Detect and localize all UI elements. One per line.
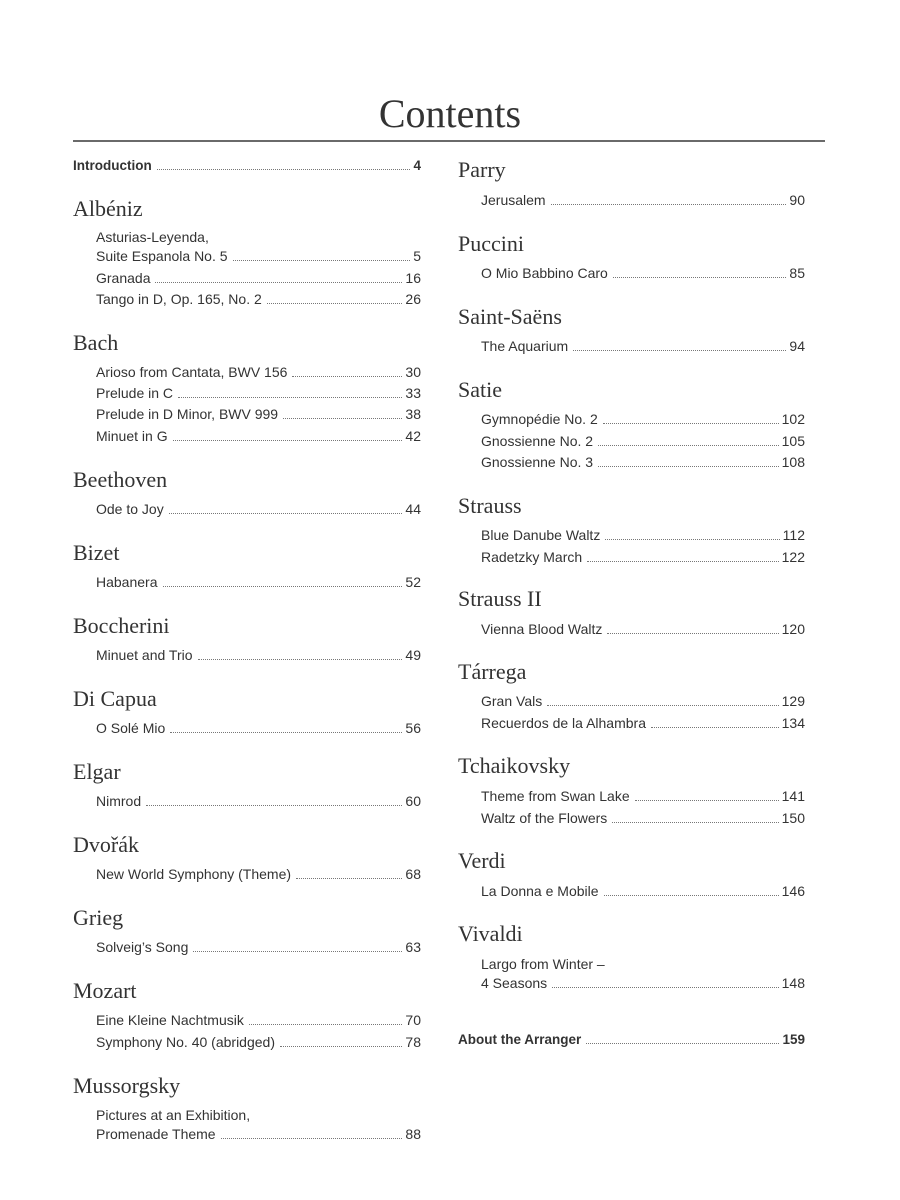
composer-heading-tchaikovsky: Tchaikovsky: [458, 753, 571, 778]
page-title: Contents: [378, 91, 522, 136]
toc-entry: [458, 620, 805, 638]
entry-title: Vienna Blood Waltz: [481, 621, 603, 637]
toc-entry: [73, 573, 421, 591]
entry-title: Ode to Joy: [96, 501, 164, 517]
page-number: 94: [789, 338, 805, 354]
entry-title: Eine Kleine Nachtmusik: [96, 1012, 244, 1028]
page-number: 38: [405, 406, 421, 422]
entry-title: O Mio Babbino Caro: [481, 265, 608, 281]
entry-title: Minuet and Trio: [96, 647, 193, 663]
toc-entry: [458, 191, 805, 209]
page-number: 60: [405, 793, 421, 809]
composer-heading-strauss-ii: Strauss II: [458, 586, 542, 611]
page-number: 33: [405, 385, 421, 401]
dot-leader: [551, 204, 787, 205]
composer-heading-dvorak: Dvořák: [73, 832, 139, 857]
page-number: 148: [781, 975, 805, 991]
toc-entry: [73, 792, 421, 810]
dot-leader: [249, 1024, 403, 1025]
dot-leader: [586, 1043, 779, 1044]
composer-heading-bach: Bach: [73, 330, 119, 355]
dot-leader: [612, 822, 778, 823]
composer-heading-grieg: Grieg: [73, 905, 124, 930]
entry-title: Gnossienne No. 3: [481, 454, 594, 470]
dot-leader: [267, 303, 403, 304]
entry-title: About the Arranger: [458, 1032, 582, 1047]
toc-entry: [458, 548, 805, 566]
dot-leader: [292, 376, 402, 377]
dot-leader: [573, 350, 786, 351]
page-number: 49: [405, 647, 421, 663]
entry-title-line: Asturias-Leyenda,: [96, 229, 209, 245]
dot-leader: [598, 445, 779, 446]
entry-title: New World Symphony (Theme): [96, 866, 292, 882]
toc-entry: [73, 1011, 421, 1029]
page-number: 56: [405, 720, 421, 736]
entry-title: Gran Vals: [481, 693, 543, 709]
dot-leader: [163, 586, 403, 587]
entry-title: Theme from Swan Lake: [481, 788, 630, 804]
page-number: 112: [782, 527, 805, 543]
entry-title: The Aquarium: [481, 338, 569, 354]
composer-heading-albeniz: Albéniz: [73, 196, 143, 221]
dot-leader: [170, 732, 402, 733]
entry-title: Arioso from Cantata, BWV 156: [96, 364, 288, 380]
composer-heading-mussorgsky: Mussorgsky: [73, 1073, 181, 1098]
toc-entry: [73, 865, 421, 883]
entry-title: Nimrod: [96, 793, 142, 809]
page-number: 78: [405, 1034, 421, 1050]
composer-heading-beethoven: Beethoven: [73, 467, 168, 492]
dot-leader: [157, 169, 411, 170]
page-number: 63: [405, 939, 421, 955]
toc-entry: [73, 363, 421, 381]
dot-leader: [605, 539, 779, 540]
toc-entry: [73, 646, 421, 664]
dot-leader: [651, 727, 779, 728]
dot-leader: [155, 282, 402, 283]
entry-title: Gymnopédie No. 2: [481, 411, 598, 427]
dot-leader: [607, 633, 778, 634]
entry-title: Gnossienne No. 2: [481, 433, 594, 449]
toc-entry: [458, 714, 805, 732]
dot-leader: [598, 466, 779, 467]
dot-leader: [280, 1046, 402, 1047]
page-number: 90: [789, 192, 805, 208]
composer-heading-di-capua: Di Capua: [73, 686, 157, 711]
dot-leader: [603, 423, 779, 424]
entry-title-line: Largo from Winter –: [481, 956, 605, 972]
composer-heading-satie: Satie: [458, 377, 502, 402]
toc-entry: [73, 719, 421, 737]
toc-entry: [73, 1033, 421, 1051]
section-entry: [458, 1031, 805, 1049]
toc-entry: [73, 500, 421, 518]
composer-heading-verdi: Verdi: [458, 848, 506, 873]
entry-title: Tango in D, Op. 165, No. 2: [96, 291, 262, 307]
page-number: 141: [781, 788, 805, 804]
toc-entry: [458, 432, 805, 450]
composer-heading-saint-saens: Saint-Saëns: [458, 304, 562, 329]
dot-leader: [296, 878, 402, 879]
toc-entry: [73, 938, 421, 956]
section-entry: [73, 157, 421, 175]
page-number: 134: [781, 715, 805, 731]
entry-title: Granada: [96, 270, 151, 286]
toc-entry: [458, 787, 805, 805]
dot-leader: [193, 951, 402, 952]
composer-heading-mozart: Mozart: [73, 978, 137, 1003]
composer-heading-strauss: Strauss: [458, 493, 522, 518]
composer-heading-vivaldi: Vivaldi: [458, 921, 523, 946]
page-number: 30: [405, 364, 421, 380]
entry-title: Habanera: [96, 574, 158, 590]
entry-title: Blue Danube Waltz: [481, 527, 601, 543]
composer-heading-parry: Parry: [458, 157, 506, 182]
dot-leader: [198, 659, 403, 660]
dot-leader: [173, 440, 403, 441]
entry-title: Prelude in C: [96, 385, 174, 401]
page-number: 108: [781, 454, 805, 470]
entry-title: Jerusalem: [481, 192, 546, 208]
page-number: 16: [405, 270, 421, 286]
page-number: 150: [781, 810, 805, 826]
toc-entry: [458, 882, 805, 900]
dot-leader: [613, 277, 787, 278]
page-number: 4: [413, 158, 421, 173]
entry-title: Introduction: [73, 158, 152, 173]
toc-entry: [73, 269, 421, 287]
dot-leader: [587, 561, 778, 562]
dot-leader: [604, 895, 779, 896]
toc-entry: [458, 809, 805, 827]
page-number: 68: [405, 866, 421, 882]
toc-entry: [73, 1125, 421, 1143]
entry-title: Radetzky March: [481, 549, 583, 565]
toc-entry: [73, 427, 421, 445]
entry-title: Minuet in G: [96, 428, 168, 444]
page-number: 102: [781, 411, 805, 427]
dot-leader: [283, 418, 402, 419]
page-number: 146: [781, 883, 805, 899]
toc-entry: [73, 290, 421, 308]
dot-leader: [635, 800, 779, 801]
dot-leader: [146, 805, 402, 806]
page-number: 129: [781, 693, 805, 709]
composer-heading-elgar: Elgar: [73, 759, 121, 784]
page-number: 122: [781, 549, 805, 565]
dot-leader: [221, 1138, 403, 1139]
composer-heading-bizet: Bizet: [73, 540, 120, 565]
dot-leader: [547, 705, 778, 706]
page-number: 26: [405, 291, 421, 307]
page-number: 88: [405, 1126, 421, 1142]
dot-leader: [178, 397, 402, 398]
toc-entry: [458, 692, 805, 710]
entry-title: O Solé Mio: [96, 720, 166, 736]
toc-entry: [458, 337, 805, 355]
toc-entry: [458, 453, 805, 471]
entry-title: Waltz of the Flowers: [481, 810, 608, 826]
dot-leader: [552, 987, 778, 988]
toc-entry: [73, 405, 421, 423]
entry-title: Recuerdos de la Alhambra: [481, 715, 646, 731]
entry-title: Suite Espanola No. 5: [96, 248, 228, 264]
entry-title: Symphony No. 40 (abridged): [96, 1034, 275, 1050]
entry-title: Solveig’s Song: [96, 939, 189, 955]
page-number: 52: [405, 574, 421, 590]
entry-title: Prelude in D Minor, BWV 999: [96, 406, 279, 422]
composer-heading-puccini: Puccini: [458, 231, 524, 256]
entry-title: Promenade Theme: [96, 1126, 216, 1142]
page-number: 42: [405, 428, 421, 444]
toc-entry: [458, 526, 805, 544]
entry-title: 4 Seasons: [481, 975, 548, 991]
toc-entry: [73, 247, 421, 265]
composer-heading-tarrega: Tárrega: [458, 659, 527, 684]
toc-entry: [458, 264, 805, 282]
title-rule: [73, 140, 825, 142]
page-number: 85: [789, 265, 805, 281]
page-number: 105: [781, 433, 805, 449]
entry-title: La Donna e Mobile: [481, 883, 599, 899]
dot-leader: [169, 513, 403, 514]
page-number: 44: [405, 501, 421, 517]
composer-heading-boccherini: Boccherini: [73, 613, 170, 638]
entry-title-line: Pictures at an Exhibition,: [96, 1107, 251, 1123]
toc-entry: [458, 974, 805, 992]
dot-leader: [233, 260, 411, 261]
page-number: 159: [782, 1032, 805, 1047]
page-number: 70: [405, 1012, 421, 1028]
toc-entry: [73, 384, 421, 402]
page-number: 5: [413, 248, 421, 264]
toc-entry: [458, 410, 805, 428]
page-number: 120: [781, 621, 805, 637]
